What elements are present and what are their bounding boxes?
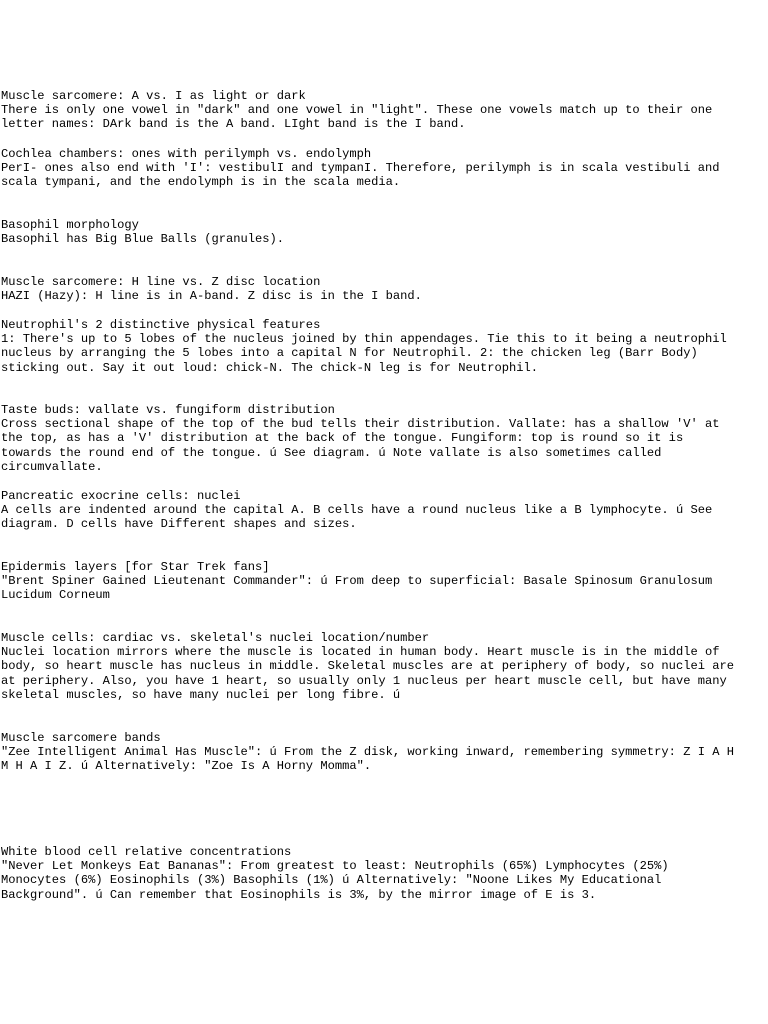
entry-heading: Basophil morphology: [1, 218, 139, 232]
entry-body-line: 1: There's up to 5 lobes of the nucleus joined by thin appendages. Tie this to it being a neutrophil: [1, 332, 727, 347]
entry-body-line: Background". ú Can remember that Eosinophils is 3%, by the mirror image of E is 3.: [1, 887, 597, 902]
entry-neutrophil-features: [1, 318, 767, 375]
entry-heading: Muscle sarcomere: A vs. I as light or dark: [1, 89, 306, 103]
entry-body-line: "Never Let Monkeys Eat Bananas": From greatest to least: Neutrophils (65%) Lymphocytes (25%): [1, 859, 669, 874]
entry-body-line: Basophil has Big Blue Balls (granules).: [1, 232, 285, 247]
entry-body-line: circumvallate.: [1, 459, 103, 474]
entry-pancreatic-cells: [1, 489, 767, 532]
entry-body-line: Lucidum Corneum: [1, 588, 110, 603]
entry-muscle-cells-nuclei: [1, 631, 767, 702]
entry-body-line: "Brent Spiner Gained Lieutenant Commander": ú From deep to superficial: Basale Spinosum Granulosum: [1, 574, 713, 589]
entry-basophil-morphology: [1, 218, 767, 246]
entry-heading: Pancreatic exocrine cells: nuclei: [1, 489, 241, 503]
entry-body-line: M H A I Z. ú Alternatively: "Zoe Is A Horny Momma".: [1, 759, 372, 774]
entry-body-line: Nuclei location mirrors where the muscle is located in human body. Heart muscle is in the middle of: [1, 645, 720, 660]
entry-muscle-sarcomere-h-z: [1, 275, 767, 303]
entry-body-line: skeletal muscles, so have many nuclei per long fibre. ú: [1, 687, 401, 702]
entry-body-line: towards the round end of the tongue. ú See diagram. ú Note vallate is also sometimes called: [1, 445, 662, 460]
entry-body-line: A cells are indented around the capital A. B cells have a round nucleus like a B lymphocyte. ú See: [1, 503, 713, 518]
entry-heading: Muscle cells: cardiac vs. skeletal's nuclei location/number: [1, 631, 430, 645]
entry-heading: White blood cell relative concentrations: [1, 845, 292, 859]
entry-heading: Epidermis layers [for Star Trek fans]: [1, 560, 270, 574]
entry-body-line: Monocytes (6%) Eosinophils (3%) Basophils (1%) ú Alternatively: "Noone Likes My Educational: [1, 873, 662, 888]
entry-white-blood-cells: [1, 845, 767, 902]
entry-body-line: "Zee Intelligent Animal Has Muscle": ú From the Z disk, working inward, remembering symmetry: Z I A H: [1, 745, 735, 760]
entry-epidermis-layers: [1, 560, 767, 603]
entry-body-line: body, so heart muscle has nucleus in middle. Skeletal muscles are at periphery of body, so nuclei are: [1, 659, 735, 674]
entry-heading: Muscle sarcomere: H line vs. Z disc location: [1, 275, 321, 289]
entry-heading: Neutrophil's 2 distinctive physical features: [1, 318, 321, 332]
entry-body-line: sticking out. Say it out loud: chick-N. The chick-N leg is for Neutrophil.: [1, 360, 539, 375]
entry-muscle-sarcomere-bands: [1, 731, 767, 774]
entry-body-line: letter names: DArk band is the A band. LIght band is the I band.: [1, 117, 466, 132]
entry-heading: Cochlea chambers: ones with perilymph vs. endolymph: [1, 147, 372, 161]
entry-body-line: at periphery. Also, you have 1 heart, so usually only 1 nucleus per heart muscle cell, but have many: [1, 673, 727, 688]
entry-body-line: nucleus by arranging the 5 lobes into a capital N for Neutrophil. 2: the chicken leg (Barr Body): [1, 346, 698, 361]
entry-taste-buds: [1, 403, 767, 474]
entry-body-line: There is only one vowel in "dark" and one vowel in "light". These one vowels match up to their one: [1, 103, 713, 118]
entry-body-line: Cross sectional shape of the top of the bud tells their distribution. Vallate: has a shallow 'V' at: [1, 417, 720, 432]
entry-body-line: the top, as has a 'V' distribution at the back of the tongue. Fungiform: top is round so it is: [1, 431, 684, 446]
entry-muscle-sarcomere-a-vs-i: [1, 89, 767, 132]
entry-body-line: HAZI (Hazy): H line is in A-band. Z disc is in the I band.: [1, 289, 422, 304]
entry-body-line: scala tympani, and the endolymph is in the scala media.: [1, 175, 401, 190]
entry-cochlea-chambers: [1, 147, 767, 190]
entry-heading: Taste buds: vallate vs. fungiform distribution: [1, 403, 335, 417]
entry-body-line: PerI- ones also end with 'I': vestibulI and tympanI. Therefore, perilymph is in scala vestibuli and: [1, 161, 720, 176]
entry-heading: Muscle sarcomere bands: [1, 731, 161, 745]
entry-body-line: diagram. D cells have Different shapes and sizes.: [1, 517, 357, 532]
